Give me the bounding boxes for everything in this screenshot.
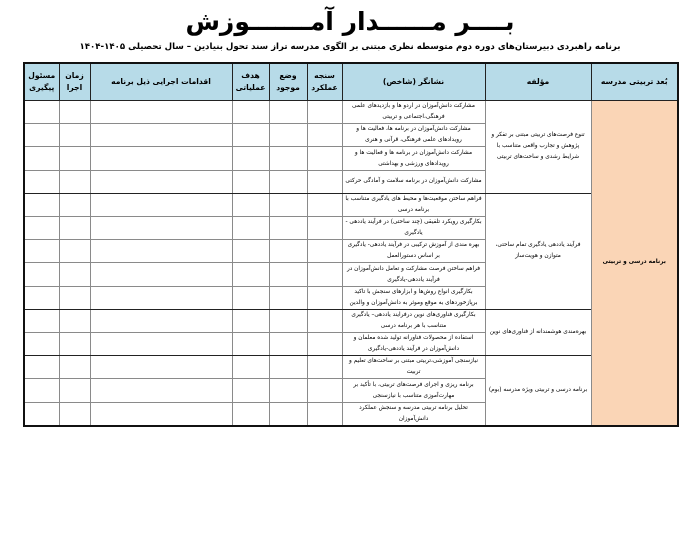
performance-measure-cell[interactable] [307, 309, 342, 332]
component-cell: برنامه درسی و تربیتی ویژه مدرسه (بوم) [485, 356, 591, 426]
responsible-cell[interactable] [24, 170, 59, 193]
time-cell[interactable] [59, 286, 90, 309]
responsible-cell[interactable] [24, 402, 59, 426]
time-cell[interactable] [59, 379, 90, 402]
operational-goal-cell[interactable] [232, 240, 269, 263]
indicator-cell: تحلیل برنامه تربیتی مدرسه و سنجش عملکرد دانش‌آموزان [342, 402, 485, 426]
current-status-cell[interactable] [269, 286, 307, 309]
operational-goal-cell[interactable] [232, 286, 269, 309]
table-row [24, 309, 678, 332]
header-time: زمان اجرا [59, 63, 90, 101]
actions-cell[interactable] [90, 124, 232, 147]
actions-cell[interactable] [90, 356, 232, 379]
table-row [24, 101, 678, 124]
responsible-cell[interactable] [24, 240, 59, 263]
performance-measure-cell[interactable] [307, 333, 342, 356]
time-cell[interactable] [59, 193, 90, 216]
header-dimension: بُعد تربیتی مدرسه [591, 63, 678, 101]
component-cell: تنوع فرصت‌های تربیتی مبتنی بر تفکر و پژوهش و تجارب واقعی متناسب با شرایط رشدی و ساحت‌های تربیتی [485, 101, 591, 194]
operational-goal-cell[interactable] [232, 309, 269, 332]
indicator-cell: نیازسنجی آموزشی،تربیتی مبتنی بر ساحت‌های تعلیم و تربیت [342, 356, 485, 379]
indicator-cell: مشارکت دانش‌آموزان در برنامه سلامت و آمادگی حرکتی [342, 170, 485, 193]
performance-measure-cell[interactable] [307, 193, 342, 216]
actions-cell[interactable] [90, 101, 232, 124]
responsible-cell[interactable] [24, 147, 59, 170]
performance-measure-cell[interactable] [307, 286, 342, 309]
operational-goal-cell[interactable] [232, 124, 269, 147]
responsible-cell[interactable] [24, 124, 59, 147]
operational-goal-cell[interactable] [232, 217, 269, 240]
time-cell[interactable] [59, 333, 90, 356]
responsible-cell[interactable] [24, 379, 59, 402]
indicator-cell: بکارگیری فناوری‌های نوین درفرایند یاددهی– یادگیری متناسب با هر برنامه درسی [342, 309, 485, 332]
header-row [24, 63, 678, 101]
responsible-cell[interactable] [24, 263, 59, 286]
indicator-cell: استفاده از محصولات فناورانه تولید شده معلمان و دانش‌آموزان در فرآیند یاددهی-یادگیری [342, 333, 485, 356]
header-current-status: وضع موجود [269, 63, 307, 101]
actions-cell[interactable] [90, 402, 232, 426]
current-status-cell[interactable] [269, 379, 307, 402]
indicator-cell: بکارگیری رویکرد تلفیقی (چند ساحتی) در فرآیند یاددهی - یادگیری [342, 217, 485, 240]
time-cell[interactable] [59, 263, 90, 286]
actions-cell[interactable] [90, 263, 232, 286]
header-indicator: نشانگر (شاخص) [342, 63, 485, 101]
performance-measure-cell[interactable] [307, 124, 342, 147]
time-cell[interactable] [59, 124, 90, 147]
time-cell[interactable] [59, 356, 90, 379]
time-cell[interactable] [59, 217, 90, 240]
operational-goal-cell[interactable] [232, 147, 269, 170]
performance-measure-cell[interactable] [307, 379, 342, 402]
time-cell[interactable] [59, 147, 90, 170]
actions-cell[interactable] [90, 240, 232, 263]
actions-cell[interactable] [90, 286, 232, 309]
performance-measure-cell[interactable] [307, 356, 342, 379]
responsible-cell[interactable] [24, 356, 59, 379]
table-body [24, 101, 678, 426]
header-operational-goal: هدف عملیاتی [232, 63, 269, 101]
operational-goal-cell[interactable] [232, 333, 269, 356]
responsible-cell[interactable] [24, 101, 59, 124]
operational-goal-cell[interactable] [232, 170, 269, 193]
time-cell[interactable] [59, 402, 90, 426]
actions-cell[interactable] [90, 309, 232, 332]
indicator-cell: مشارکت دانش‌آموزان در برنامه ها و فعالیت ها و رویدادهای ورزشی و بهداشتی [342, 147, 485, 170]
time-cell[interactable] [59, 309, 90, 332]
operational-goal-cell[interactable] [232, 263, 269, 286]
responsible-cell[interactable] [24, 217, 59, 240]
page-subtitle: برنامه راهبردی دبیرستان‌های دوره دوم متوسطه نظری مبتنی بر الگوی مدرسه تراز سند تحول بنیادین – سال تحصیلی ۱۴۰۵-۱۴۰۴ [79, 42, 621, 52]
operational-goal-cell[interactable] [232, 402, 269, 426]
indicator-cell: برنامه ریزی و اجرای فرصت‌های تربیتی، با تأکید بر مهارت‌آموزی متناسب با نیازسنجی [342, 379, 485, 402]
performance-measure-cell[interactable] [307, 147, 342, 170]
actions-cell[interactable] [90, 217, 232, 240]
header-actions: اقدامات اجرایی ذیل برنامه [90, 63, 232, 101]
performance-measure-cell[interactable] [307, 217, 342, 240]
performance-measure-cell[interactable] [307, 402, 342, 426]
table-row [24, 356, 678, 379]
current-status-cell[interactable] [269, 193, 307, 216]
current-status-cell[interactable] [269, 263, 307, 286]
indicator-cell: بکارگیری انواع روش‌ها و ابزارهای سنجش با تاکید برپازخوردهای به موقع وموثر به دانش‌آموزان و والدین [342, 286, 485, 309]
header-performance-measure: سنجه عملکرد [307, 63, 342, 101]
time-cell[interactable] [59, 240, 90, 263]
time-cell[interactable] [59, 101, 90, 124]
current-status-cell[interactable] [269, 333, 307, 356]
actions-cell[interactable] [90, 379, 232, 402]
operational-goal-cell[interactable] [232, 379, 269, 402]
page-title: بــــر مــــــدار آمـــــــوزش [185, 7, 515, 36]
responsible-cell[interactable] [24, 309, 59, 332]
indicator-cell: فراهم ساختن فرصت مشارکت و تعامل دانش‌آموزان در فرآیند یاددهی-یادگیری [342, 263, 485, 286]
indicator-cell: مشارکت دانش‌آموزان در اردو ها و بازدیدهای علمی فرهنگی،اجتماعی و تربیتی [342, 101, 485, 124]
actions-cell[interactable] [90, 333, 232, 356]
current-status-cell[interactable] [269, 170, 307, 193]
header-component: مؤلفه [485, 63, 591, 101]
current-status-cell[interactable] [269, 147, 307, 170]
operational-goal-cell[interactable] [232, 101, 269, 124]
indicator-cell: فراهم ساختن موقعیت‌ها و محیط های یادگیری متناسب با برنامه درسی [342, 193, 485, 216]
performance-measure-cell[interactable] [307, 170, 342, 193]
time-cell[interactable] [59, 170, 90, 193]
indicator-cell: بهره مندی از آموزش ترکیبی در فرآیند یاددهی- یادگیری بر اساس دستورالعمل [342, 240, 485, 263]
performance-measure-cell[interactable] [307, 101, 342, 124]
responsible-cell[interactable] [24, 333, 59, 356]
table-row [24, 193, 678, 216]
header-responsible: مسئول پیگیری [24, 63, 59, 101]
current-status-cell[interactable] [269, 124, 307, 147]
performance-measure-cell[interactable] [307, 263, 342, 286]
operational-goal-cell[interactable] [232, 193, 269, 216]
current-status-cell[interactable] [269, 240, 307, 263]
actions-cell[interactable] [90, 193, 232, 216]
component-cell: بهره‌مندی هوشمندانه از فناوری‌های نوین [485, 309, 591, 355]
dimension-cell: برنامه درسی و تربیتی [591, 101, 678, 426]
indicator-cell: مشارکت دانش‌آموزان در برنامه ها، فعالیت ها و رویدادهای علمی فرهنگی، قرآنی و هنری [342, 124, 485, 147]
current-status-cell[interactable] [269, 101, 307, 124]
operational-goal-cell[interactable] [232, 356, 269, 379]
actions-cell[interactable] [90, 170, 232, 193]
current-status-cell[interactable] [269, 402, 307, 426]
current-status-cell[interactable] [269, 217, 307, 240]
component-cell: فرآیند یاددهی یادگیری تمام ساحتی، متوازن و هویت‌ساز [485, 193, 591, 309]
strategic-plan-table [23, 62, 679, 427]
current-status-cell[interactable] [269, 309, 307, 332]
responsible-cell[interactable] [24, 286, 59, 309]
performance-measure-cell[interactable] [307, 240, 342, 263]
current-status-cell[interactable] [269, 356, 307, 379]
actions-cell[interactable] [90, 147, 232, 170]
responsible-cell[interactable] [24, 193, 59, 216]
